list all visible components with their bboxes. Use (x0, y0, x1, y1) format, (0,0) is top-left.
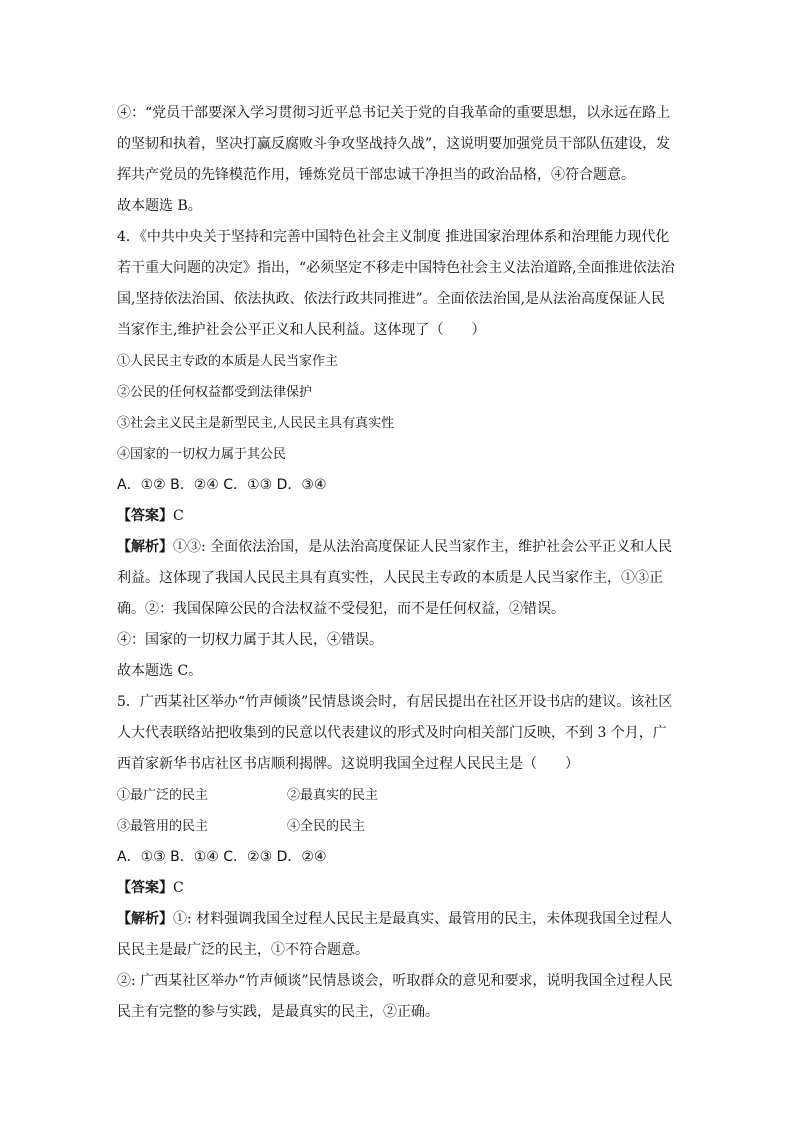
document-page (117, 98, 677, 1028)
prev-conclusion: 故本题选 B。 (117, 198, 202, 214)
question-4-option-3: ③社会主义民主是新型民主,人民民主具有真实性 (117, 416, 395, 431)
question-4-answer (117, 501, 677, 532)
question-4-option-1: ①人民民主专政的本质是人民当家作主 (117, 354, 339, 369)
answer-label: 【答案】 (117, 508, 173, 524)
question-5-option-1: ①最广泛的民主 (117, 788, 209, 803)
question-4-stem: 4．《中共中央关于坚持和完善中国特色社会主义制度 推进国家治理体系和治理能力现代化若干重大问题的决定》指出，“必须坚定不移走中国特色社会主义法治道路,全面推进依法治国,坚持依法治国、依法执政、依法行政共同推进”。全面依法治国,是从法治高度保证人民当家作主,维护社会公平正义和人民利益。这体现了（ ） (117, 229, 675, 338)
answer-label: 【答案】 (117, 880, 173, 896)
question-4-choices: A．①② B．②④ C．①③ D．③④ (117, 477, 327, 493)
question-4-analysis-2: ④：国家的一切权力属于其人民，④错误。 (117, 632, 383, 648)
question-5-option-3: ③最管用的民主 (117, 819, 209, 834)
question-5-options (117, 780, 677, 842)
answer-value: C (173, 880, 184, 896)
question-4-option-4: ④国家的一切权力属于其公民 (117, 447, 287, 462)
analysis-label: 【解析】 (117, 911, 173, 927)
question-5-choices: A．①③ B．①④ C．②③ D．②④ (117, 849, 327, 865)
question-4 (117, 222, 677, 687)
question-4-analysis (117, 532, 677, 625)
question-5-option-2: ②最真实的民主 (287, 788, 379, 803)
question-5 (117, 687, 677, 1028)
question-5-stem: 5．广西某社区举办“竹声倾谈”民情恳谈会时，有居民提出在社区开设书店的建议。该社区人大代表联络站把收集到的民意以代表建议的形式及时向相关部门反映，不到 3 个月，广西首家新华书店社区书店顺利揭牌。这说明我国全过程人民民主是（ ） (117, 694, 673, 772)
prev-item4-explanation: ④：“党员干部要深入学习贯彻习近平总书记关于党的自我革命的重要思想，以永远在路上的坚韧和执着，坚决打赢反腐败斗争攻坚战持久战”，这说明要加强党员干部队伍建设，发挥共产党员的先锋模范作用，锤炼党员干部忠诚干净担当的政治品格，④符合题意。 (117, 105, 671, 183)
analysis-text: ①: 材料强调我国全过程人民民主是最真实、最管用的民主，未体现我国全过程人民民主是最广泛的民主，①不符合题意。 (117, 911, 673, 958)
question-5-answer (117, 873, 677, 904)
question-5-option-4: ④全民的民主 (287, 819, 366, 834)
question-4-option-2: ②公民的任何权益都受到法律保护 (117, 385, 313, 400)
analysis-text: ①③: 全面依法治国，是从法治高度保证人民当家作主，维护社会公平正义和人民利益。这体现了我国人民民主具有真实性，人民民主专政的本质是人民当家作主，①③正确。②：我国保障公民的合法权益不受侵犯，而不是任何权益，②错误。 (117, 539, 673, 617)
question-5-analysis-2: ②: 广西某社区举办“竹声倾谈”民情恳谈会，听取群众的意见和要求，说明我国全过程人民民主有完整的参与实践，是最真实的民主，②正确。 (117, 973, 673, 1020)
answer-value: C (173, 508, 184, 524)
question-4-conclusion: 故本题选 C。 (117, 663, 203, 679)
question-5-analysis (117, 904, 677, 966)
analysis-label: 【解析】 (117, 539, 173, 555)
